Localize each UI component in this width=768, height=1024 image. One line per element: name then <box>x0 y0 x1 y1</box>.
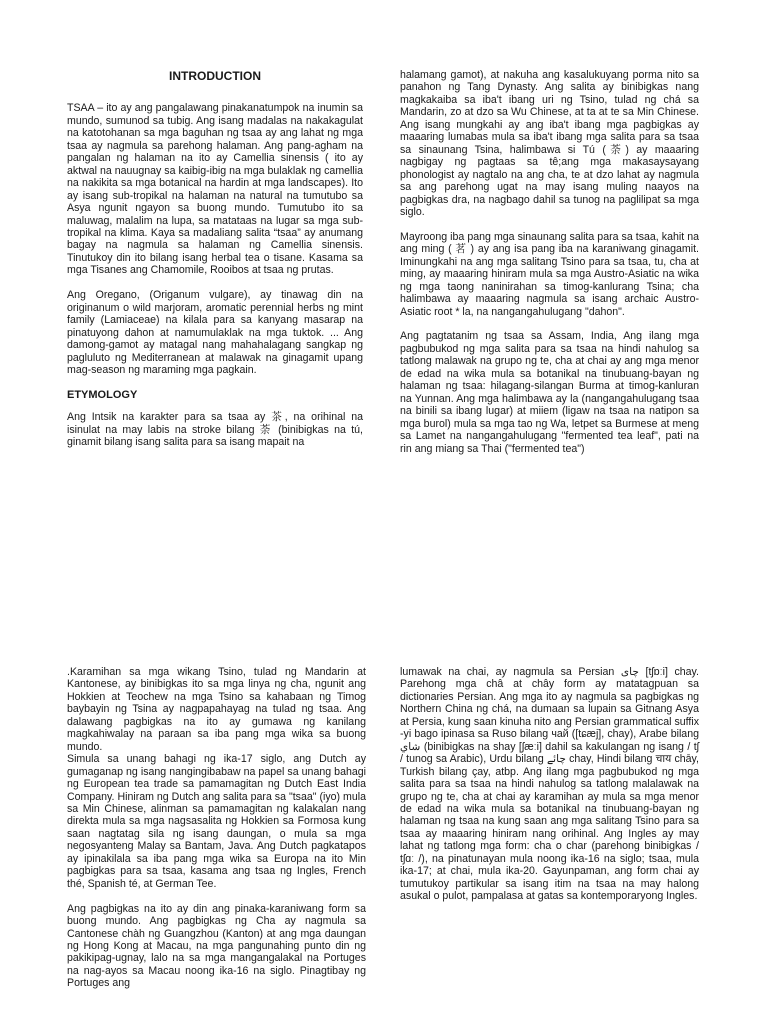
column-top-left <box>67 70 363 449</box>
etymology-paragraph-assam: Ang pagtatanim ng tsaa sa Assam, India, Ang ilang mga pagbubukod ng mga salita para sa tsaa na hindi nahulog sa tatlong malawak na grupo ng te, cha at chai ay ang mga menor de edad na wika mula sa botanikal na tinubuang-bayan ng halaman ng tsaa: hilagang-silangan Burma at timog-kanluran na Yunnan. Ang mga halimbawa ay la (nangangahulugang tsaa na binili sa ibang lugar) at miiem (ligaw na tsaa na natipon sa mga burol) mula sa mga tao ng Wa, letpet sa Burmese at meng sa Lamet na nangangahulugang "fermented tea leaf", pati na rin ang miang sa Thai ("fermented tea") <box>400 330 699 455</box>
intro-paragraph-oregano: Ang Oregano, (Origanum vulgare), ay tinawag din na originanum o wild marjoram, aromatic perennial herbs ng mint family (Lamiaceae) na kilala para sa kanyang masarap na pinatuyong dahon at namumulaklak na mga tuktok. ... Ang damong-gamot ay matagal nang mahahalagang sangkap ng pagluluto ng Mediterranean at malawak na ginagamit upang mag-season ng maraming mga pagkain. <box>67 289 363 376</box>
column-bottom-left <box>67 666 366 990</box>
etymology-paragraph-dutch: Simula sa unang bahagi ng ika-17 siglo, ang Dutch ay gumaganap ng isang nangingibabaw na papel sa unang bahagi ng European tea trade sa pamamagitan ng Dutch East India Company. Hiniram ng Dutch ang salita para sa "tsaa" (iyo) mula sa Min Chinese, alinman sa pamamagitan ng kalakalan nang direkta mula sa mga nagsasalita ng Hokkien sa Formosa kung saan nagtatag sila ng isang daungan, o mula sa mga negosyanteng Malay sa Bantam, Java. Ang Dutch pagkatapos ay ipinakilala sa iba pang mga wika sa Europa na ito Min pagbigkas para sa tsaa, kasama ang tsaa ng Ingles, French thé, Spanish té, at German Tee. <box>67 753 366 890</box>
etymology-heading: ETYMOLOGY <box>67 388 138 401</box>
etymology-paragraph-chai: lumawak na chai, ay nagmula sa Persian چای [tʃɒːi] chay. Parehong mga châ at chây form ay matatagpuan sa dictionaries Persian. Ang mga ito ay nagmula sa pagbigkas ng Northern China ng chá, na dumaan sa lupain sa Gitnang Asya at Persia, kung saan kinuha nito ang Persian grammatical suffix -yi bago ipinasa sa Ruso bilang чай ([tɕæj], chay), Arabe bilang شاي (binibigkas na shay [ʃæːi] dahil sa kakulangan ng isang / tʃ / tunog sa Arabic), Urdu bilang چائے chay, Hindi bilang चाय chāy, Turkish bilang çay, atbp. Ang ilang mga pagbubukod ng mga salita para sa tsaa na hindi nahulog sa tatlong malalawak na grupo ng te, cha at chai ay karamihan ay mula sa mga menor de edad na wika mula sa botanikal na tinubuang-bayan ng halaman ng tsaa na kung saan ang mga salitang Tsino para sa tsaa ay maaaring hiniram nang orihinal. Ang Ingles ay may lahat ng tatlong mga form: cha o char (parehong binibigkas / tʃɑː /), na pinatunayan mula noong ika-16 na siglo; tsaa, mula ika-17; at chai, mula ika-20. Gayunpaman, ang form chai ay tumutukoy partikular sa isang itim na tsaa na may halong asukal o pulot, pampalasa at gatas sa kontemporaryong Ingles. <box>400 666 699 903</box>
etymology-paragraph-cha: Ang pagbigkas na ito ay din ang pinaka-karaniwang form sa buong mundo. Ang pagbigkas ng Cha ay nagmula sa Cantonese chàh ng Guangzhou (Kanton) at ang mga daungan ng Hong Kong at Macau, na mga pangunahing punto din ng pakikipag-ugnay, lalo na sa mga mangangalakal na Portuges na nag-ayos sa Macau noong ika-16 na siglo. Pinagtibay ng Portuges ang <box>67 902 366 990</box>
introduction-title: INTRODUCTION <box>169 69 261 83</box>
etymology-paragraph-ancient-words: Mayroong iba pang mga sinaunang salita para sa tsaa, kahit na ang ming ( 茗 ) ay ang isa pang iba na karaniwang ginagamit. Iminungkahi na ang mga salitang Tsino para sa tsaa, tu, cha at ming, ay maaaring hiniram mula sa mga Austro-Asiatic na wika ng mga taong naninirahan sa timog-kanlurang Tsina; cha halimbawa ay maaaring nagmula sa isang archaic Austro-Asiatic root * la, na nangangahulugang "dahon". <box>400 230 699 318</box>
intro-paragraph-tsaa: TSAA – ito ay ang pangalawang pinakanatumpok na inumin sa mundo, sumunod sa tubig. Ang isang madalas na nakakagulat na katotohanan sa mga baguhan ng tsaa ay ang lahat ng mga tsaa ay nagmula sa parehong halaman. Ang pang-agham na pangalan ng halaman na ito ay Camellia sinensis ( ito ay aktwal na nauugnay sa kaibig-ibig na mga bulaklak ng camellia na nakikita sa mga botanical na hardin at mga landscapes). Ito ay isang sub-tropikal na halaman na natural na tumutubo sa Asya ngunit ngayon sa buong mundo. Tumutubo ito sa maluwag, malalim na lupa, sa matataas na lugar sa mga sub-tropikal na klima. Kaya sa madaliang salita “tsaa” ay anumang bagay na nagmula sa halaman ng Camellia sinensis. Tinutukoy din ito bilang isang herbal tea o tisane. Kasama sa mga Tisanes ang Chamomile, Rooibos at tsaa ng prutas. <box>67 102 363 277</box>
column-top-right <box>400 69 699 455</box>
etymology-paragraph-character-continued: halamang gamot), at nakuha ang kasalukuyang porma nito sa panahon ng Tang Dynasty. Ang salita ay binibigkas nang magkakaiba sa iba't ibang uri ng Tsino, tulad ng chá sa Mandarin, zo at dzo sa Wu Chinese, at ta at te sa Min Chinese. Ang isang mungkahi ay ang iba't ibang mga pagbigkas ay maaaring lumabas mula sa iba't ibang mga salita para sa tsaa sa sinaunang Tsina, halimbawa si Tú (荼) ay maaaring nagbigay ng pagtaas sa tê;ang mga makasaysayang phonologist ay nagtalo na ang cha, te at dzo lahat ay nagmula sa ang parehong ugat na may isang muling naayos na pagbigkas dra, na nagbago dahil sa tunog na paglilipat sa mga siglo. <box>400 69 699 218</box>
etymology-paragraph-chinese-languages: .Karamihan sa mga wikang Tsino, tulad ng Mandarin at Kantonese, ay binibigkas ito sa mga linya ng cha, ngunit ang Hokkien at Teochew na mga Tsino sa kahabaan ng Timog baybayin ng Tsina ay nagpapahayag na tulad ng tsaa. Ang dalawang pagbigkas na ito ay gumawa ng kanilang magkahiwalay na paraan sa iba pang mga wika sa buong mundo. <box>67 666 366 753</box>
column-bottom-right <box>400 666 699 903</box>
etymology-paragraph-character: Ang Intsik na karakter para sa tsaa ay 茶, na orihinal na isinulat na may labis na stroke bilang 荼 (binibigkas na tú, ginamit bilang isang salita para sa isang mapait na <box>67 411 363 449</box>
